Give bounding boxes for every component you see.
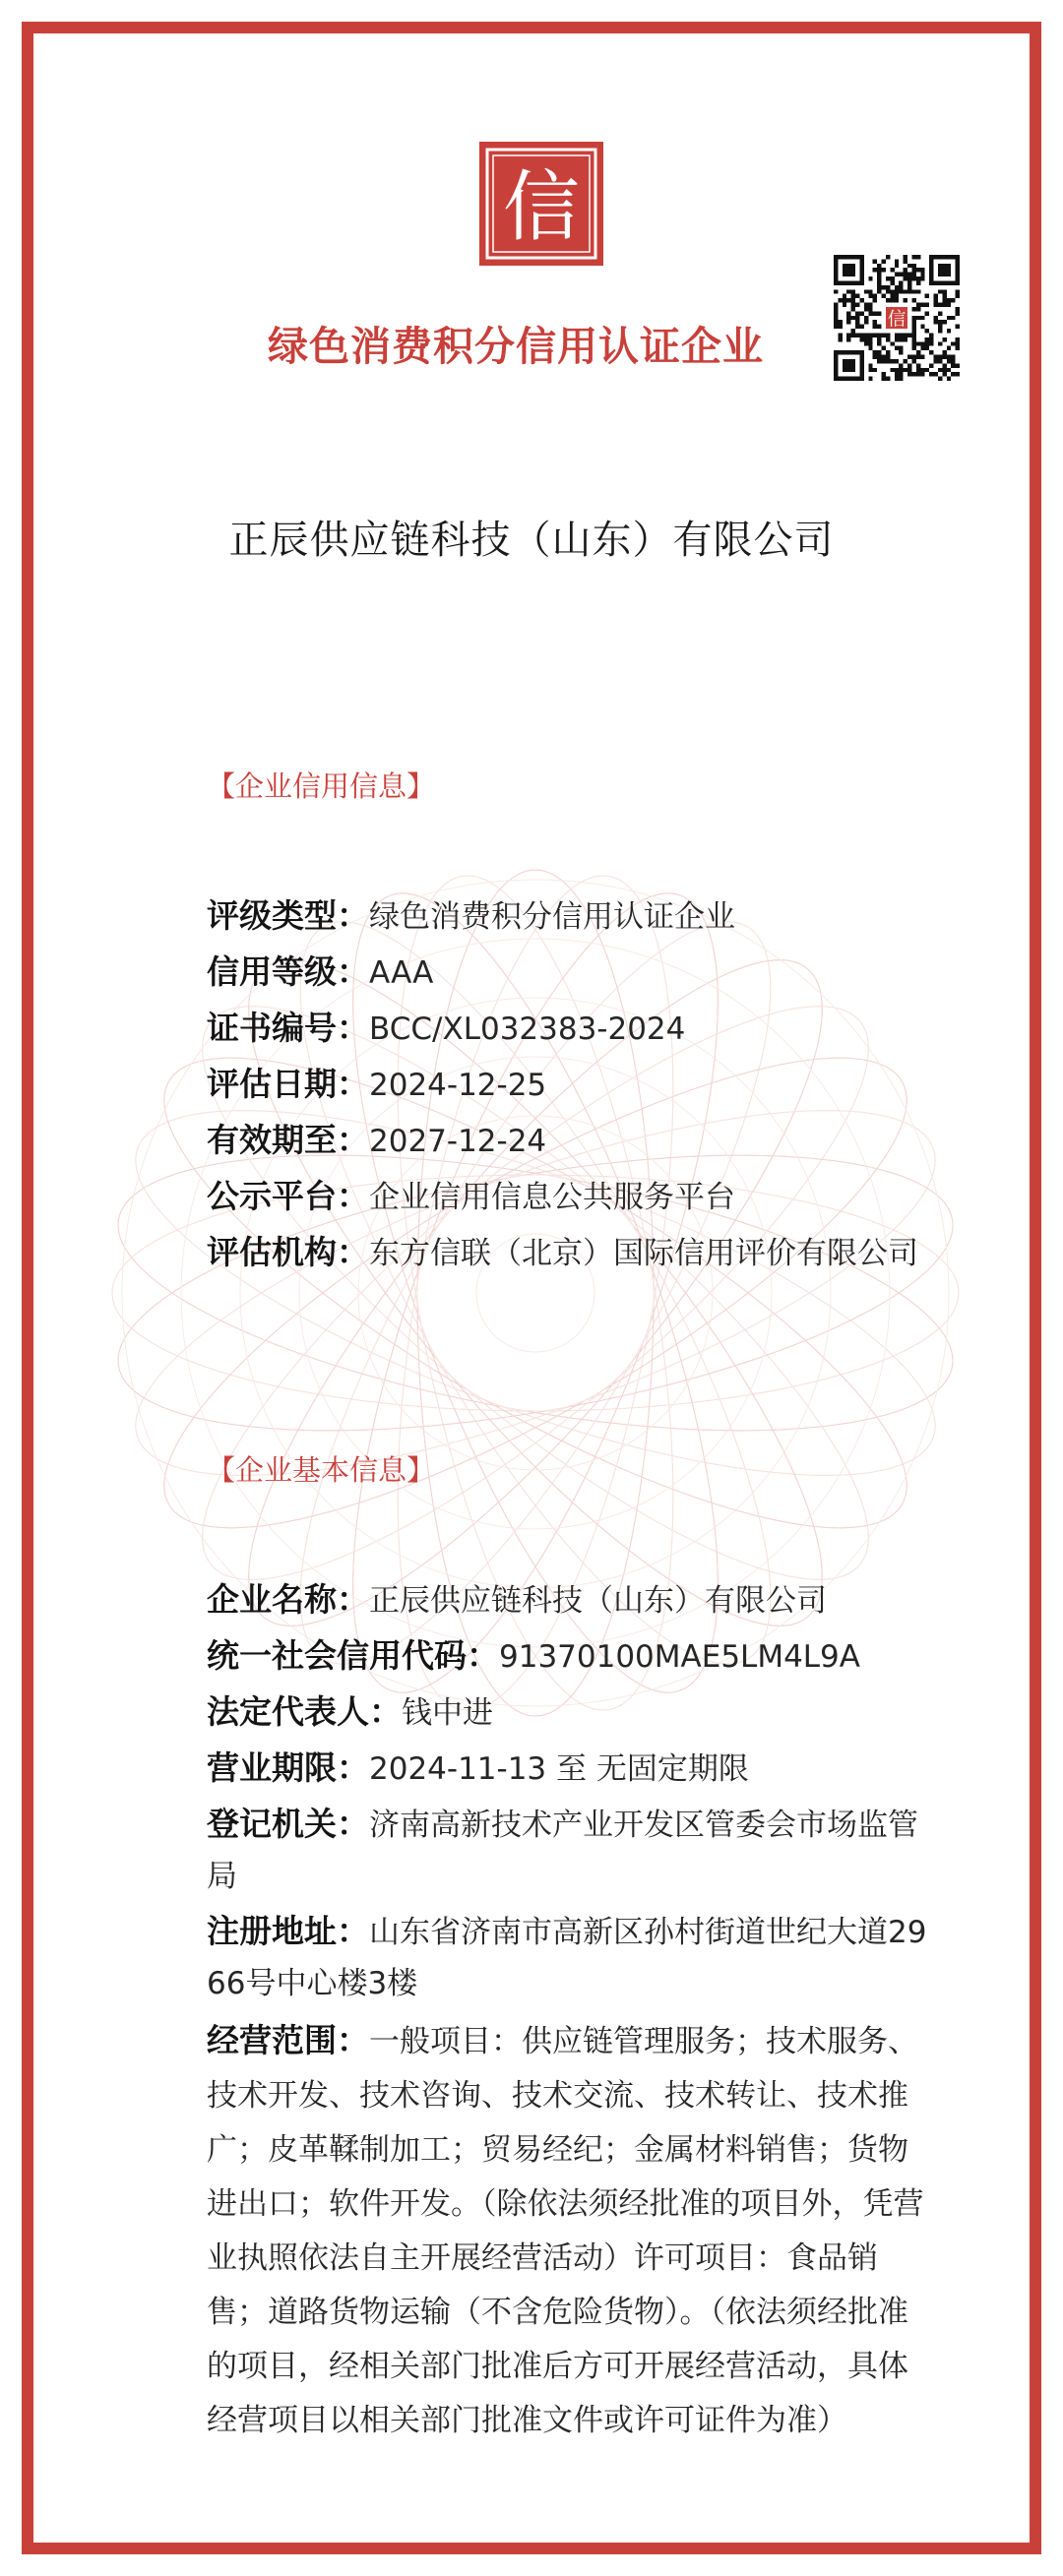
credit-info-heading: 【企业信用信息】 — [207, 769, 436, 803]
field-label: 有效期至： — [207, 1121, 369, 1159]
valid-until-field — [207, 1115, 935, 1167]
field-value: 91370100MAE5LM4L9A — [499, 1639, 860, 1675]
field-value: 钱中进 — [402, 1695, 493, 1731]
field-label: 企业名称： — [207, 1580, 369, 1619]
field-label: 评级类型： — [207, 896, 369, 935]
credit-info-section — [207, 767, 935, 1283]
credit-level-field — [207, 947, 935, 999]
business-term-field — [207, 1743, 935, 1795]
field-value: 企业信用信息公共服务平台 — [369, 1180, 735, 1215]
basic-info-section — [207, 1450, 935, 2452]
field-label: 注册地址： — [207, 1912, 369, 1950]
field-label: 法定代表人： — [207, 1692, 402, 1731]
assessment-agency-field — [207, 1227, 935, 1279]
field-label: 统一社会信用代码： — [207, 1636, 499, 1675]
seal-character: 信 — [502, 163, 581, 252]
rating-type-field — [207, 890, 935, 943]
field-value: 东方信联（北京）国际信用评价有限公司 — [369, 1236, 918, 1271]
field-label: 公示平台： — [207, 1177, 369, 1215]
qr-code-icon[interactable] — [834, 255, 960, 381]
registration-authority-field — [207, 1799, 935, 1902]
qr-center-seal-character: 信 — [887, 309, 907, 331]
field-label: 经营范围： — [207, 2021, 369, 2059]
registered-address-field — [207, 1906, 935, 2009]
company-name-title: 正辰供应链科技（山东）有限公司 — [228, 518, 835, 563]
field-label: 信用等级： — [207, 952, 369, 991]
assessment-date-field — [207, 1059, 935, 1111]
certificate-number-field — [207, 1003, 935, 1055]
field-value: 2027-12-24 — [369, 1124, 547, 1159]
seal-xin-icon — [477, 140, 605, 268]
credit-code-field — [207, 1630, 935, 1683]
field-value: 2024-11-13 至 无固定期限 — [369, 1751, 749, 1787]
field-value: 绿色消费积分信用认证企业 — [369, 899, 735, 935]
business-scope-field — [207, 2013, 935, 2448]
field-value: 一般项目：供应链管理服务；技术服务、技术开发、技术咨询、技术交流、技术转让、技术推广；皮革鞣制加工；贸易经纪；金属材料销售；货物进出口；软件开发。（除依法须经批准的项目外，凭营业执照依法自主开展经营活动）许可项目：食品销售；道路货物运输（不含危险货物）。（依法须经批准的项目，经相关部门批准后方可开展经营活动，具体经营项目以相关部门批准文件或许可证件为准） — [207, 2024, 924, 2438]
field-value: 山东省济南市高新区孙村街道世纪大道2966号中心楼3楼 — [207, 1915, 927, 2001]
field-value: 正辰供应链科技（山东）有限公司 — [369, 1583, 827, 1619]
field-label: 评估机构： — [207, 1233, 369, 1271]
publicity-platform-field — [207, 1171, 935, 1223]
certification-title: 绿色消费积分信用认证企业 — [268, 323, 764, 370]
certificate-frame — [22, 22, 1041, 2554]
field-label: 登记机关： — [207, 1805, 369, 1843]
field-label: 证书编号： — [207, 1009, 369, 1047]
field-value: 济南高新技术产业开发区管委会市场监管局 — [207, 1808, 918, 1894]
field-value: AAA — [369, 955, 434, 991]
basic-info-heading: 【企业基本信息】 — [207, 1453, 436, 1487]
company-name-field — [207, 1574, 935, 1626]
field-label: 营业期限： — [207, 1748, 369, 1787]
field-value: 2024-12-25 — [369, 1068, 547, 1103]
legal-representative-field — [207, 1687, 935, 1739]
field-label: 评估日期： — [207, 1065, 369, 1103]
field-value: BCC/XL032383-2024 — [369, 1012, 686, 1047]
